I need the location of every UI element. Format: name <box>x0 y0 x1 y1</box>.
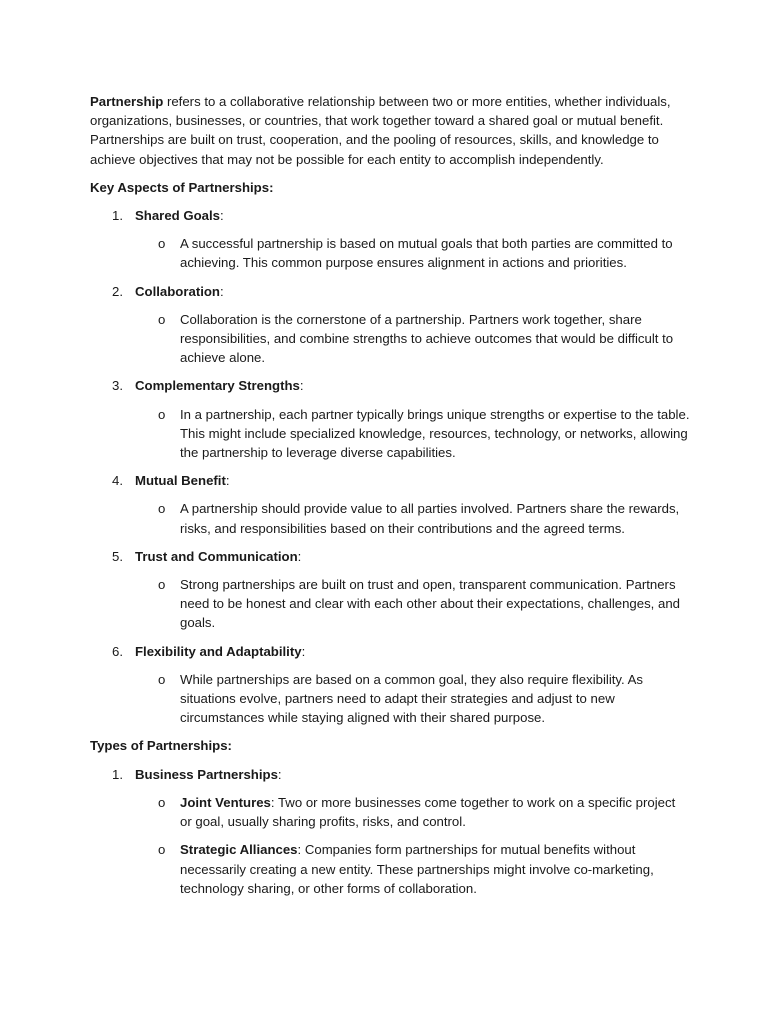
aspect-colon: : <box>301 643 306 659</box>
bullet-marker: o <box>158 311 166 327</box>
type-subitem <box>90 840 690 898</box>
document-body <box>90 92 690 907</box>
list-number: 1. <box>112 208 123 224</box>
bullet-marker: o <box>158 406 166 422</box>
aspect-item <box>90 206 690 225</box>
key-aspects-heading: Key Aspects of Partnerships: <box>90 179 274 195</box>
bullet-marker: o <box>158 501 166 517</box>
list-number: 4. <box>112 473 123 489</box>
bullet-marker: o <box>158 236 166 252</box>
bullet-marker: o <box>158 794 166 810</box>
aspect-item <box>90 471 690 490</box>
aspect-text: In a partnership, each partner typically brings unique strengths or expertise to the table. This might include specialized knowledge, resources, technology, or networks, allowing the partnership to leverage diverse capabilities. <box>180 406 690 461</box>
type-colon: : <box>277 766 282 782</box>
aspect-text: Strong partnerships are built on trust and open, transparent communication. Partners need to be honest and clear with each other about their expectations, challenges, and goals. <box>180 577 681 631</box>
aspect-item <box>90 642 690 661</box>
intro-text: refers to a collaborative relationship between two or more entities, whether individuals, organizations, businesses, or countries, that work together toward a shared goal or mutual benefit. Partnerships are built on trust, cooperation, and the pooling of resources, skills, and knowledge to achieve objectives that may not be possible for each entity to accomplish independently. <box>90 94 671 167</box>
list-number: 5. <box>112 548 123 564</box>
aspect-description <box>90 670 690 728</box>
aspect-description <box>90 310 690 368</box>
type-item <box>90 765 690 784</box>
aspect-text: Collaboration is the cornerstone of a partnership. Partners work together, share responsibilities, and combine strengths to achieve outcomes that would be difficult to achieve alone. <box>180 311 674 366</box>
aspect-title: Trust and Communication <box>135 548 298 564</box>
aspect-title: Complementary Strengths <box>135 378 300 394</box>
list-number: 2. <box>112 283 123 299</box>
subitem-text: : Two or more businesses come together to work on a specific project or goal, usually sharing profits, risks, and control. <box>180 794 676 830</box>
aspect-description <box>90 575 690 633</box>
list-number: 1. <box>112 766 123 782</box>
aspect-description <box>90 405 690 463</box>
intro-term: Partnership <box>90 94 164 109</box>
bullet-marker: o <box>158 577 166 593</box>
bullet-marker: o <box>158 671 166 687</box>
aspect-description <box>90 234 690 272</box>
aspect-title: Collaboration <box>135 283 220 299</box>
aspect-description <box>90 499 690 537</box>
aspect-item <box>90 547 690 566</box>
aspect-title: Flexibility and Adaptability <box>135 643 302 659</box>
aspect-colon: : <box>299 378 304 394</box>
aspect-item <box>90 282 690 301</box>
list-number: 3. <box>112 378 123 394</box>
aspect-text: A partnership should provide value to all parties involved. Partners share the rewards, risks, and responsibilities based on their contributions and the agreed terms. <box>180 501 680 536</box>
subitem-label: Joint Ventures <box>180 794 271 810</box>
aspect-colon: : <box>297 548 302 564</box>
aspect-colon: : <box>220 283 224 299</box>
type-title: Business Partnerships <box>135 766 278 782</box>
types-heading: Types of Partnerships: <box>90 738 232 754</box>
subitem-text: : Companies form partnerships for mutual benefits without necessarily creating a new entity. These partnerships might involve co-marketing, technology sharing, or other forms of collaboration. <box>180 842 654 896</box>
aspect-item <box>90 376 690 395</box>
subitem-label: Strategic Alliances <box>180 842 298 858</box>
bullet-marker: o <box>158 842 166 858</box>
aspect-colon: : <box>220 208 224 224</box>
list-number: 6. <box>112 643 123 659</box>
aspect-colon: : <box>225 473 230 489</box>
type-subitem <box>90 793 690 831</box>
intro-paragraph <box>90 92 690 169</box>
aspect-title: Mutual Benefit <box>135 473 226 489</box>
aspect-text: A successful partnership is based on mutual goals that both parties are committed to achieving. This common purpose ensures alignment in actions and priorities. <box>180 236 673 271</box>
aspect-title: Shared Goals <box>135 208 221 224</box>
aspect-text: While partnerships are based on a common goal, they also require flexibility. As situations evolve, partners need to adapt their strategies and adjust to new circumstances while staying aligned with their shared purpose. <box>180 671 644 726</box>
